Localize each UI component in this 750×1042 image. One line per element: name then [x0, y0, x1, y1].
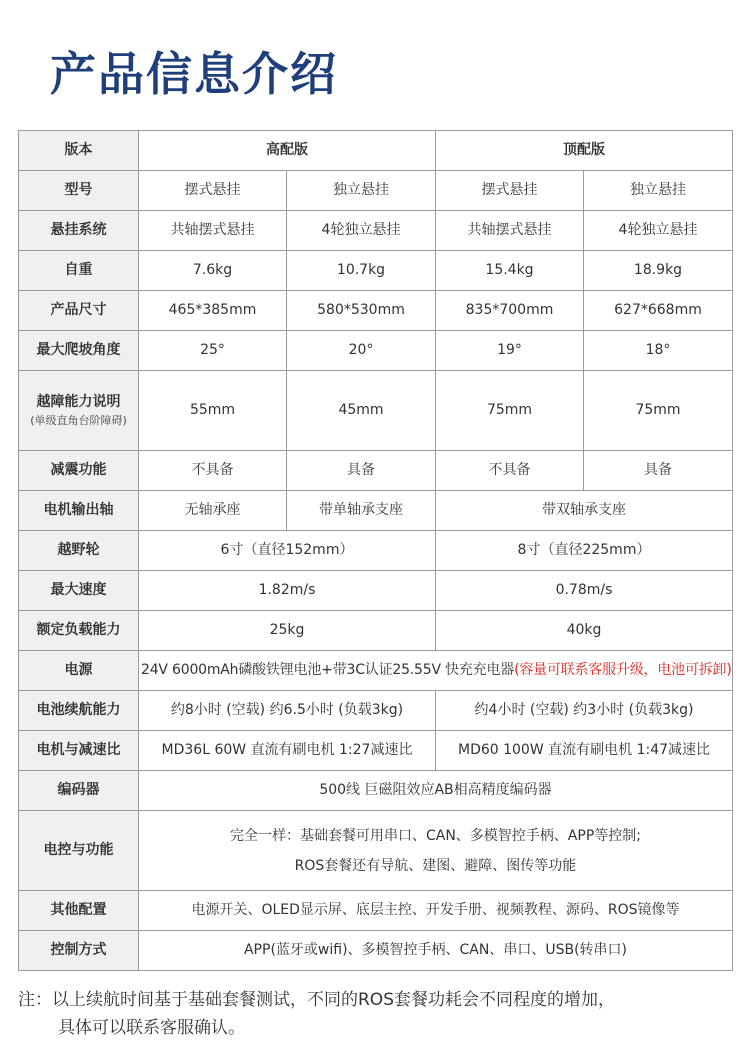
- damping-c3: 不具备: [436, 451, 584, 491]
- label-encoder: 编码器: [19, 771, 139, 811]
- shaft-c2: 带单轴承支座: [287, 491, 436, 531]
- label-battery: 电池续航能力: [19, 691, 139, 731]
- size-c4: 627*668mm: [584, 291, 733, 331]
- page-title: 产品信息介绍: [50, 47, 338, 101]
- battery-c2: 约4小时 (空载) 约3小时 (负载3kg): [436, 691, 733, 731]
- model-c4: 独立悬挂: [584, 171, 733, 211]
- control-line2: ROS套餐还有导航、建图、避障、图传等功能: [294, 857, 577, 874]
- label-obstacle-sub: (单级直角台阶障碍): [30, 413, 127, 427]
- version-high: 高配版: [139, 131, 436, 171]
- power-note: (容量可联系客服升级，电池可拆卸): [514, 662, 732, 679]
- row-other: [19, 891, 733, 931]
- row-model: [19, 171, 733, 211]
- slope-c4: 18°: [584, 331, 733, 371]
- method-value: APP(蓝牙或wifi)、多模智控手柄、CAN、串口、USB(转串口): [139, 931, 733, 971]
- label-motor: 电机与减速比: [19, 731, 139, 771]
- slope-c2: 20°: [287, 331, 436, 371]
- version-top: 顶配版: [436, 131, 733, 171]
- suspension-c4: 4轮独立悬挂: [584, 211, 733, 251]
- load-c2: 40kg: [436, 611, 733, 651]
- weight-c3: 15.4kg: [436, 251, 584, 291]
- obstacle-c4: 75mm: [584, 371, 733, 451]
- weight-c4: 18.9kg: [584, 251, 733, 291]
- footnote-line1: 注：以上续航时间基于基础套餐测试，不同的ROS套餐功耗会不同程度的增加，: [18, 990, 615, 1010]
- label-shaft: 电机输出轴: [19, 491, 139, 531]
- damping-c1: 不具备: [139, 451, 287, 491]
- row-size: [19, 291, 733, 331]
- row-control: [19, 811, 733, 891]
- slope-c1: 25°: [139, 331, 287, 371]
- size-c2: 580*530mm: [287, 291, 436, 331]
- row-battery: [19, 691, 733, 731]
- footnote-line2: 具体可以联系客服确认。: [58, 1018, 245, 1038]
- suspension-c1: 共轴摆式悬挂: [139, 211, 287, 251]
- row-suspension: [19, 211, 733, 251]
- row-method: [19, 931, 733, 971]
- speed-c1: 1.82m/s: [139, 571, 436, 611]
- row-wheel: [19, 531, 733, 571]
- control-value: [139, 811, 733, 891]
- size-c1: 465*385mm: [139, 291, 287, 331]
- size-c3: 835*700mm: [436, 291, 584, 331]
- power-text: 24V 6000mAh磷酸铁锂电池+带3C认证25.55V 快充充电器: [141, 662, 515, 679]
- label-model: 型号: [19, 171, 139, 211]
- label-wheel: 越野轮: [19, 531, 139, 571]
- model-c2: 独立悬挂: [287, 171, 436, 211]
- row-version: [19, 131, 733, 171]
- model-c3: 摆式悬挂: [436, 171, 584, 211]
- wheel-c2: 8寸（直径225mm）: [436, 531, 733, 571]
- encoder-value: 500线 巨磁阻效应AB相高精度编码器: [139, 771, 733, 811]
- row-slope: [19, 331, 733, 371]
- motor-c1: MD36L 60W 直流有刷电机 1:27减速比: [139, 731, 436, 771]
- label-obstacle: [19, 371, 139, 451]
- row-weight: [19, 251, 733, 291]
- row-shaft: [19, 491, 733, 531]
- power-value: [139, 651, 733, 691]
- load-c1: 25kg: [139, 611, 436, 651]
- damping-c2: 具备: [287, 451, 436, 491]
- suspension-c2: 4轮独立悬挂: [287, 211, 436, 251]
- slope-c3: 19°: [436, 331, 584, 371]
- obstacle-c3: 75mm: [436, 371, 584, 451]
- model-c1: 摆式悬挂: [139, 171, 287, 211]
- other-value: 电源开关、OLED显示屏、底层主控、开发手册、视频教程、源码、ROS镜像等: [139, 891, 733, 931]
- row-speed: [19, 571, 733, 611]
- label-slope: 最大爬坡角度: [19, 331, 139, 371]
- battery-c1: 约8小时 (空载) 约6.5小时 (负载3kg): [139, 691, 436, 731]
- label-suspension: 悬挂系统: [19, 211, 139, 251]
- footnote: [18, 986, 732, 1042]
- label-damping: 减震功能: [19, 451, 139, 491]
- row-damping: [19, 451, 733, 491]
- speed-c2: 0.78m/s: [436, 571, 733, 611]
- row-motor: [19, 731, 733, 771]
- obstacle-c1: 55mm: [139, 371, 287, 451]
- weight-c1: 7.6kg: [139, 251, 287, 291]
- label-method: 控制方式: [19, 931, 139, 971]
- row-power: [19, 651, 733, 691]
- wheel-c1: 6寸（直径152mm）: [139, 531, 436, 571]
- label-weight: 自重: [19, 251, 139, 291]
- shaft-c1: 无轴承座: [139, 491, 287, 531]
- label-load: 额定负载能力: [19, 611, 139, 651]
- weight-c2: 10.7kg: [287, 251, 436, 291]
- control-line1: 完全一样：基础套餐可用串口、CAN、多模智控手柄、APP等控制;: [229, 827, 641, 844]
- label-other: 其他配置: [19, 891, 139, 931]
- label-control: 电控与功能: [19, 811, 139, 891]
- motor-c2: MD60 100W 直流有刷电机 1:47减速比: [436, 731, 733, 771]
- label-power: 电源: [19, 651, 139, 691]
- obstacle-c2: 45mm: [287, 371, 436, 451]
- label-size: 产品尺寸: [19, 291, 139, 331]
- row-obstacle: [19, 371, 733, 451]
- row-load: [19, 611, 733, 651]
- damping-c4: 具备: [584, 451, 733, 491]
- label-obstacle-main: 越障能力说明: [36, 394, 121, 411]
- label-speed: 最大速度: [19, 571, 139, 611]
- label-version: 版本: [19, 131, 139, 171]
- shaft-c3: 带双轴承支座: [436, 491, 733, 531]
- row-encoder: [19, 771, 733, 811]
- suspension-c3: 共轴摆式悬挂: [436, 211, 584, 251]
- spec-table: [18, 130, 733, 971]
